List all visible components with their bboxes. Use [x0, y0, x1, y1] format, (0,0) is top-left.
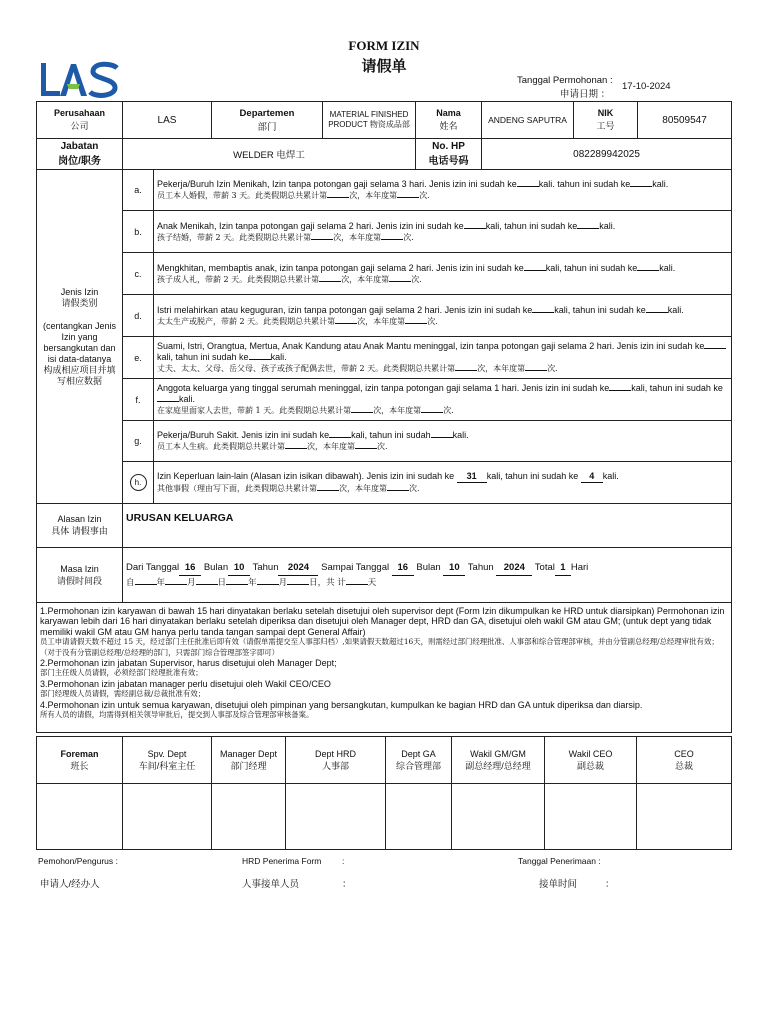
to-year[interactable]: 2024	[496, 561, 532, 576]
period-label: Masa Izin 请假时间段	[37, 548, 123, 603]
from-month[interactable]: 10	[228, 561, 250, 576]
leave-form-table	[36, 101, 732, 733]
leave-option-row	[37, 295, 732, 337]
request-date-label: Tanggal Permohonan :	[517, 75, 613, 86]
received-date-label: Tanggal Penerimaan :	[518, 856, 601, 866]
from-year[interactable]: 2024	[278, 561, 318, 576]
leave-option-row	[37, 211, 732, 253]
sig-ga-box[interactable]	[386, 784, 452, 850]
to-month[interactable]: 10	[443, 561, 465, 576]
position-label: Jabatan 岗位/职务	[37, 139, 123, 170]
reason-row	[37, 504, 732, 548]
total-days[interactable]: 1	[555, 561, 571, 576]
company-label: Perusahaan 公司	[37, 102, 123, 139]
name-label: Nama 姓名	[416, 102, 482, 139]
leave-option-d: Istri melahirkan atau keguguran, izin tanpa potongan gaji selama 2 hari. Jenis izin ini sudah ke kali, tahun ini sudah ke kali. 太太生产或脱产，带薪 2 天。此类假期总共累计第 次，本年度第 次.	[154, 295, 732, 337]
period-row	[37, 548, 732, 603]
applicant-label-cn: 申请人/经办人	[40, 879, 100, 890]
sig-spv-label: Spv. Dept 车间/科室主任	[123, 737, 212, 784]
name-value[interactable]: ANDENG SAPUTRA	[482, 102, 574, 139]
hrd-receiver-colon: :	[342, 856, 345, 866]
form-title-cn: 请假单	[361, 59, 407, 75]
hrd-receiver-label-cn: 人事接单人员	[242, 879, 300, 890]
leave-option-row	[37, 379, 732, 421]
hrd-receiver-label: HRD Penerima Form	[242, 856, 322, 866]
option-letter[interactable]: f.	[123, 379, 154, 421]
sig-foreman-box[interactable]	[37, 784, 123, 850]
to-day[interactable]: 16	[392, 561, 414, 576]
option-h-selected-check[interactable]	[123, 462, 154, 504]
option-letter[interactable]: a.	[123, 170, 154, 211]
request-date-value: 17-10-2024	[622, 81, 671, 92]
sig-wakil-gm-label: Wakil GM/GM 副总经理/总经理	[452, 737, 545, 784]
sig-manager-label: Manager Dept 部门经理	[212, 737, 286, 784]
leave-option-row	[37, 337, 732, 379]
from-day[interactable]: 16	[179, 561, 201, 576]
request-date-label-cn: 申请日期 ：	[560, 89, 611, 100]
leave-option-row	[37, 170, 732, 211]
sig-wakil-ceo-box[interactable]	[545, 784, 637, 850]
phone-value[interactable]: 082289942025	[482, 139, 732, 170]
sig-wakil-gm-box[interactable]	[452, 784, 545, 850]
applicant-label: Pemohon/Pengurus :	[38, 856, 118, 866]
option-letter[interactable]: b.	[123, 211, 154, 253]
signature-table	[36, 736, 732, 850]
leave-option-row-selected	[37, 462, 732, 504]
sig-spv-box[interactable]	[123, 784, 212, 850]
approval-notes: 1.Permohonan izin karyawan di bawah 15 hari dinyatakan berlaku setelah disetujui oleh supervisor dept (Form Izin dikumpulkan ke HRD untuk diarsipkan) Permohonan izin karyawan lebih dari 16 hari dinyatakan berlaku setelah diperiksa dan disetujui oleh Manager dept, HRD dan GA, disetujui oleh wakil GM atau GM; (untuk dept yang tidak memiliki wakil GM atau GM hanya perlu tanda tangan sampai dept General Affair) 员工申请请假天数不超过 15 天，经过部门主任批准后即有效（请假单需提交至人事部归档）,如果请假天数超过16天，则需经过部门经理批准、人事部和综合管理部审核，并由分管副总经理/总经理审批有效；（对于没有分管副总经理/总经理的部门，只需部门综合管理部签字即可） 2.Permohonan izin jabatan Supervisor, harus disetujui oleh Manager Dept; 部门主任级人员请假，必须经部门经理批准有效； 3.Permohonan izin jabatan manager perlu disetujui oleh Wakil CEO/CEO 部门经理级人员请假，需经副总裁/总裁批准有效； 4.Permohonan izin untuk semua karyawan, disetujui oleh pimpinan yang bersangkutan, kumpulkan ke bagian HRD dan GA untuk diperiksa dan diarsip. 所有人员的请假，均需得到相关领导审批后，提交到人事部及综合管理部审核备案。	[37, 603, 732, 733]
sig-foreman-label: Foreman 班长	[37, 737, 123, 784]
signature-header-row	[37, 737, 732, 784]
form-title: FORM IZIN	[348, 38, 420, 53]
received-date-colon-cn: ：	[605, 879, 615, 890]
info-row-1	[37, 102, 732, 139]
notes-row	[37, 603, 732, 733]
leave-option-row	[37, 253, 732, 295]
nik-value[interactable]: 80509547	[638, 102, 732, 139]
leave-option-a: Pekerja/Buruh Izin Menikah, Izin tanpa potongan gaji selama 3 hari. Jenis izin ini sudah ke kali. tahun ini sudah ke kali. 员工本人婚假，带薪 3 天。此类假期总共累计第 次，本年度第 次.	[154, 170, 732, 211]
leave-option-row	[37, 421, 732, 462]
leave-option-c: Mengkhitan, membaptis anak, izin tanpa potongan gaji selama 2 hari. Jenis izin ini sudah ke kali, tahun ini sudah ke kali. 孩子成人礼，带薪 2 天。此类假期总共累计第 次，本年度第 次.	[154, 253, 732, 295]
leave-option-b: Anak Menikah, Izin tanpa potongan gaji selama 2 hari. Jenis izin ini sudah ke kali, tahun ini sudah ke kali. 孩子结婚，带薪 2 天。此类假期总共累计第 次，本年度第 次.	[154, 211, 732, 253]
option-letter[interactable]: d.	[123, 295, 154, 337]
leave-option-g: Pekerja/Buruh Sakit. Jenis izin ini sudah ke kali, tahun ini sudah kali. 员工本人生病。此类假期总共累计第 次，本年度第 次.	[154, 421, 732, 462]
sig-ceo-box[interactable]	[637, 784, 732, 850]
period-value: Dari Tanggal 16 Bulan 10 Tahun 2024 Sampai Tanggal 16 Bulan 10 Tahun 2024 Total 1 Hari 自 年 月 日 年 月 日，共 计 天	[123, 548, 732, 603]
sig-ga-label: Dept GA 综合管理部	[386, 737, 452, 784]
info-row-2	[37, 139, 732, 170]
option-letter[interactable]: g.	[123, 421, 154, 462]
phone-label: No. HP 电话号码	[416, 139, 482, 170]
sig-manager-box[interactable]	[212, 784, 286, 850]
sig-ceo-label: CEO 总裁	[637, 737, 732, 784]
option-letter[interactable]: e.	[123, 337, 154, 379]
other-count-total[interactable]: 31	[457, 471, 487, 483]
hrd-receiver-colon-cn: ：	[342, 879, 352, 890]
leave-type-label: Jenis Izin 请假类别 (centangkan Jenis Izin yang bersangkutan dan isi data-datanya 构成相应项目并填写相应数据	[37, 170, 123, 504]
signature-box-row	[37, 784, 732, 850]
leave-option-h: Izin Keperluan lain-lain (Alasan izin isikan dibawah). Jenis izin ini sudah ke 31 kali, tahun ini sudah ke 4 kali. 其他事假（理由写下面，此类假期总共累计第 次，本年度第 次.	[154, 462, 732, 504]
option-letter[interactable]: c.	[123, 253, 154, 295]
department-value[interactable]: MATERIAL FINISHED PRODUCT 物资成品部	[323, 102, 416, 139]
nik-label: NIK 工号	[574, 102, 638, 139]
reason-value[interactable]: URUSAN KELUARGA	[123, 504, 732, 548]
sig-hrd-label: Dept HRD 人事部	[286, 737, 386, 784]
leave-option-f: Anggota keluarga yang tinggal serumah meninggal, izin tanpa potongan gaji selama 1 hari. Jenis izin ini sudah ke kali, tahun ini sudah kekali. 在家庭里面家人去世，带薪 1 天。此类假期总共累计第 次，本年度第 次.	[154, 379, 732, 421]
received-date-label-cn: 接单时间	[539, 879, 578, 890]
other-count-year[interactable]: 4	[581, 471, 603, 483]
position-value[interactable]: WELDER 电焊工	[123, 139, 416, 170]
sig-hrd-box[interactable]	[286, 784, 386, 850]
company-value[interactable]: LAS	[123, 102, 212, 139]
reason-label: Alasan Izin 具体 请假事由	[37, 504, 123, 548]
sig-wakil-ceo-label: Wakil CEO 副总裁	[545, 737, 637, 784]
department-label: Departemen 部门	[212, 102, 323, 139]
leave-option-e: Suami, Istri, Orangtua, Mertua, Anak Kandung atau Anak Mantu meninggal, izin tanpa potongan gaji selama 2 hari. Jenis izin ini sudah kekali, tahun ini sudah ke kali. 丈夫、太太、父母、岳父母、孩子或孩子配偶去世，带薪 2 天。此类假期总共累计第 次，本年度第 次.	[154, 337, 732, 379]
selected-circle-icon[interactable]: h.	[130, 474, 147, 491]
